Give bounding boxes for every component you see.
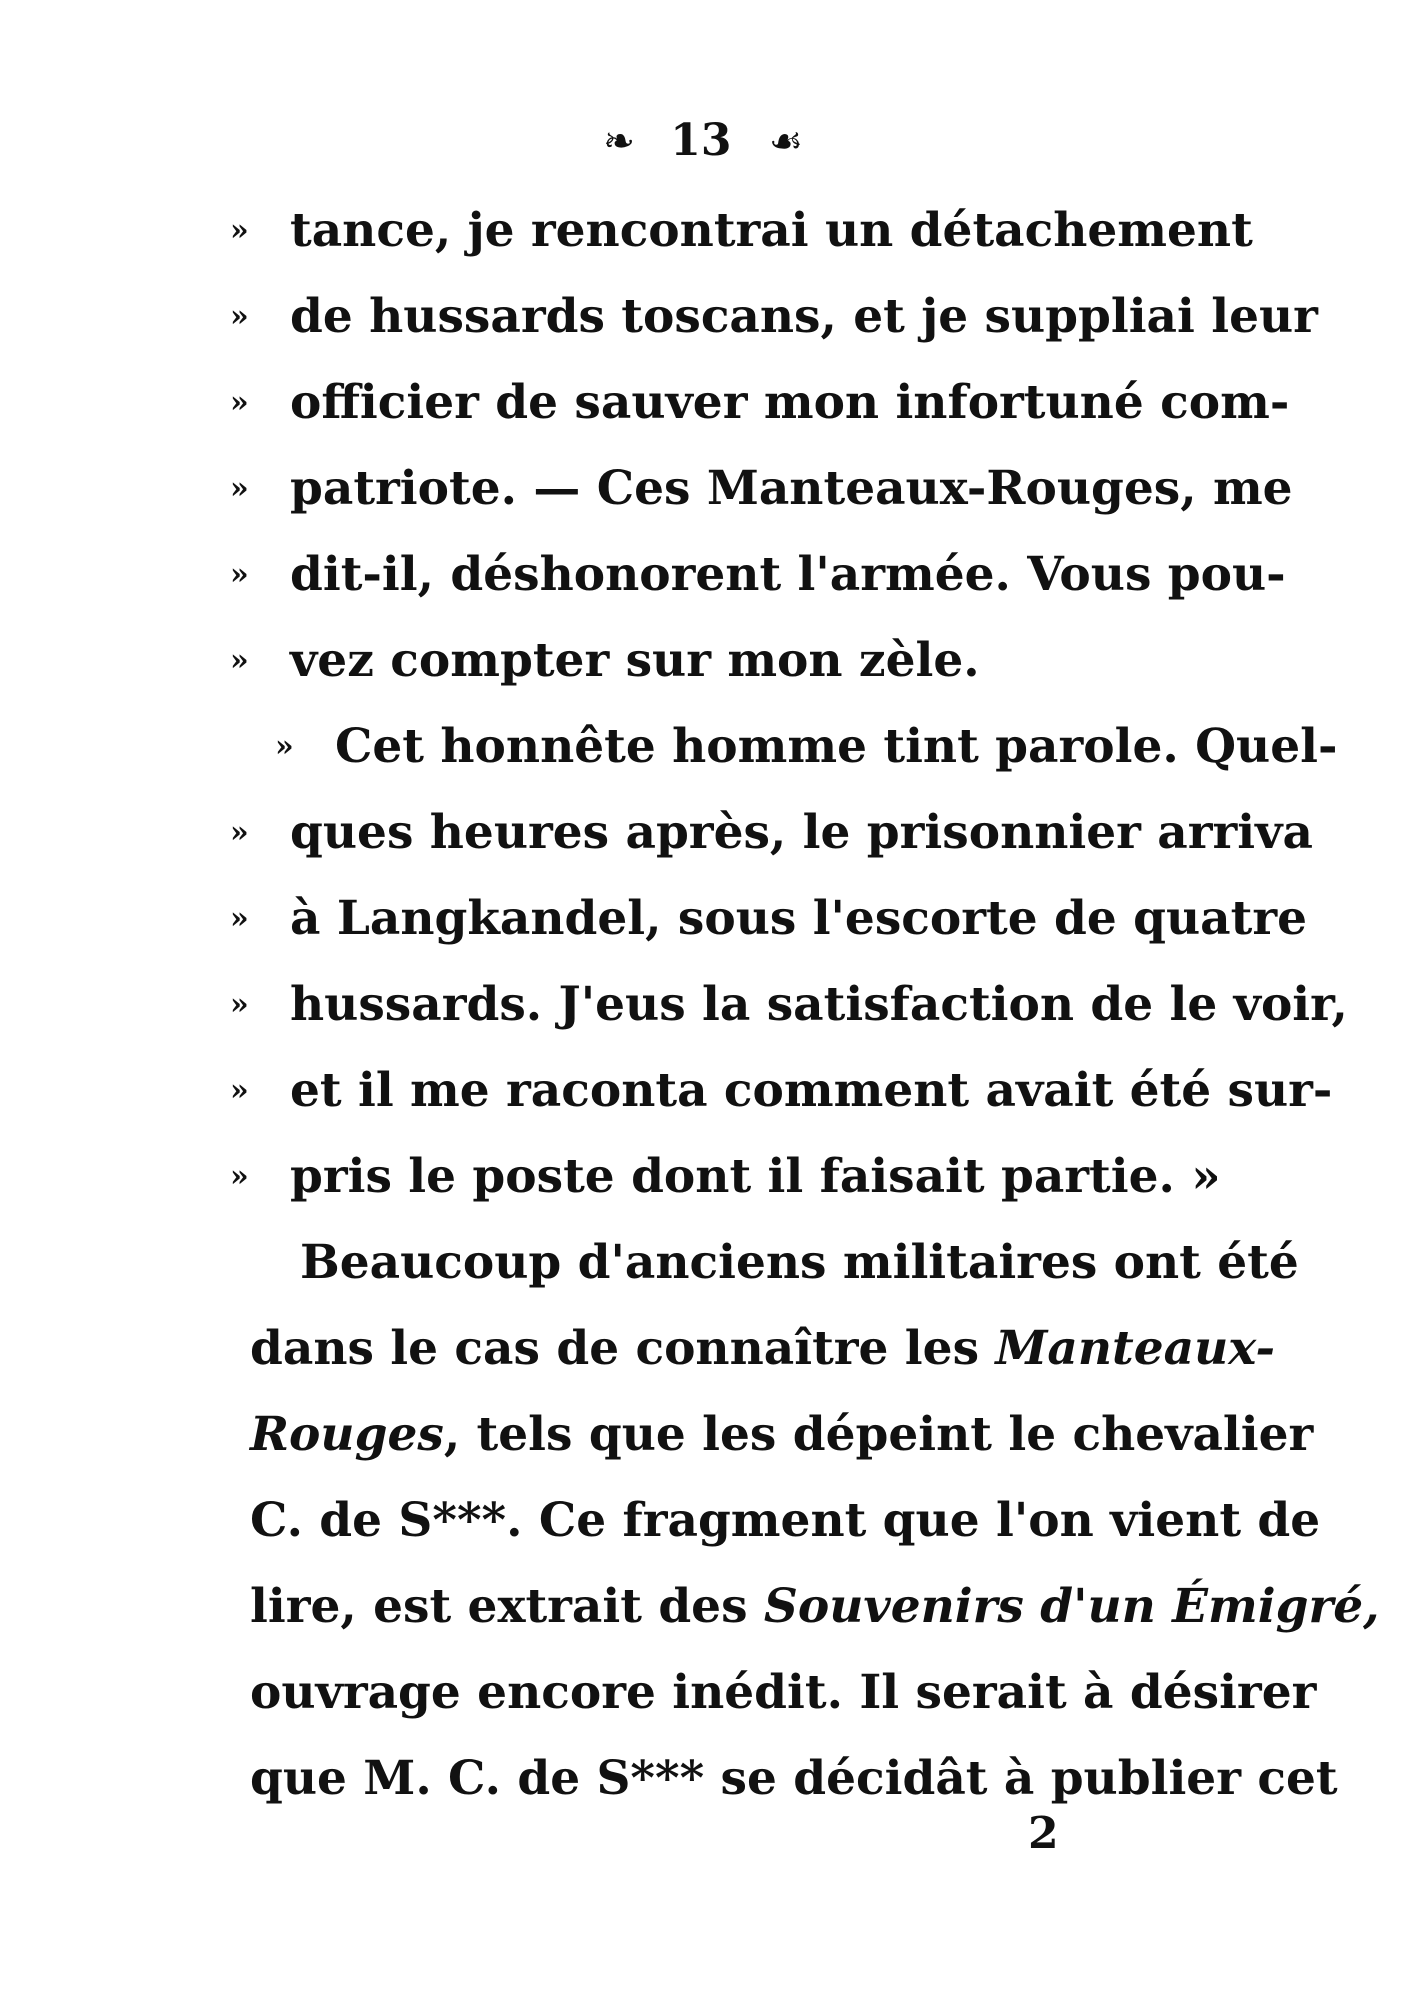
quote-line-text: officier de sauver mon infortuné com- — [290, 375, 1290, 430]
quote-mark: » — [230, 987, 249, 1022]
quote-line — [230, 1048, 1333, 1134]
paragraph-line — [230, 1392, 1314, 1478]
quote-line — [230, 360, 1290, 446]
paragraph-text: , tels que les dépeint le chevalier — [443, 1407, 1314, 1462]
quote-mark: » — [230, 901, 249, 936]
quote-mark: » — [230, 299, 249, 334]
italic-title: Manteaux- — [995, 1321, 1275, 1376]
quote-line — [230, 618, 1180, 704]
quote-line-text: ques heures après, le prisonnier arriva — [290, 805, 1313, 860]
quote-line-text: pris le poste dont il faisait partie. » — [290, 1149, 1221, 1204]
paragraph-text: Beaucoup d'anciens militaires ont été — [300, 1235, 1299, 1290]
page-header — [0, 108, 1404, 171]
italic-title: Rouges — [250, 1407, 444, 1462]
italic-title: Souvenirs d'un Émigré, — [763, 1579, 1380, 1634]
quote-line — [230, 188, 1253, 274]
quote-line — [230, 790, 1313, 876]
paragraph-text: ouvrage encore inédit. Il serait à désirer — [250, 1665, 1317, 1720]
ornament-right-icon: ☙ — [768, 118, 801, 163]
quote-line — [230, 962, 1348, 1048]
quote-line — [230, 274, 1318, 360]
quote-line — [230, 446, 1293, 532]
quote-mark: » — [230, 557, 249, 592]
paragraph-text: C. de S***. Ce fragment que l'on vient de — [250, 1493, 1321, 1548]
quote-line — [230, 1134, 1221, 1220]
quote-mark: » — [230, 1159, 249, 1194]
quote-mark: » — [230, 213, 249, 248]
quote-line — [230, 704, 1338, 790]
quote-line-text: vez compter sur mon zèle. — [290, 633, 980, 688]
quote-line-text: à Langkandel, sous l'escorte de quatre — [290, 891, 1307, 946]
quote-line-text: hussards. J'eus la satisfaction de le voir, — [290, 977, 1348, 1032]
quote-line-text: et il me raconta comment avait été sur- — [290, 1063, 1333, 1118]
quote-mark: » — [230, 643, 249, 678]
signature-mark: 2 — [1028, 1808, 1059, 1859]
paragraph-text: dans le cas de connaître les — [250, 1321, 980, 1376]
quote-mark: » — [230, 1073, 249, 1108]
quote-mark: » — [230, 815, 249, 850]
quote-line — [230, 876, 1307, 962]
paragraph-text: lire, est extrait des — [250, 1579, 748, 1634]
paragraph-text-mixed — [250, 1407, 1313, 1462]
quote-mark: » — [230, 471, 249, 506]
paragraph-line — [230, 1478, 1321, 1564]
paragraph-line — [230, 1306, 1275, 1392]
quote-line — [230, 532, 1286, 618]
paragraph-text: que M. C. de S*** se décidât à publier cet — [250, 1751, 1338, 1806]
quote-mark: » — [275, 729, 294, 764]
page-body — [230, 188, 1380, 1822]
quote-line-text: de hussards toscans, et je suppliai leur — [290, 289, 1318, 344]
paragraph-line — [230, 1220, 1299, 1306]
quote-mark: » — [230, 385, 249, 420]
quote-line-text: patriote. — Ces Manteaux-Rouges, me — [290, 461, 1293, 516]
paragraph-line — [230, 1650, 1317, 1736]
ornament-left-icon: ❧ — [603, 118, 633, 163]
quote-line-text: dit-il, déshonorent l'armée. Vous pou- — [290, 547, 1286, 602]
paragraph-line — [230, 1564, 1380, 1650]
quote-line-text: tance, je rencontrai un détachement — [290, 203, 1253, 258]
page-number: 13 — [670, 114, 732, 166]
quote-line-text: Cet honnête homme tint parole. Quel- — [335, 719, 1338, 774]
